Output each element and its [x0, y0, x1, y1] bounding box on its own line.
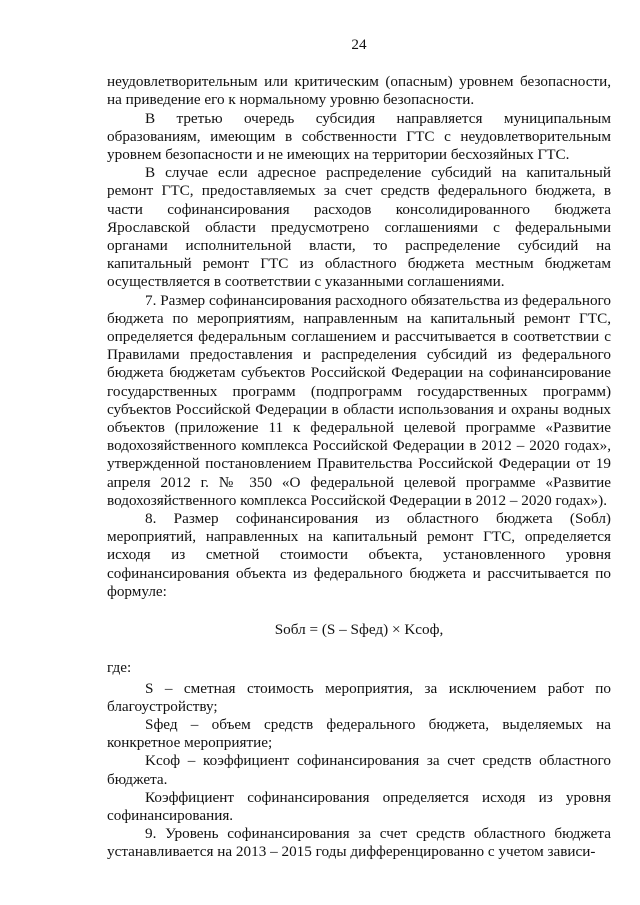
page-number: 24	[351, 36, 367, 53]
paragraph-third-priority: В третью очередь субсидия направляется муниципальным образованиям, имеющим в собственности ГТС с неудовлетворительным уровнем безопасности и не имеющих на территории бесхозяйных ГТС.	[107, 109, 611, 164]
definition-sfed: Sфед – объем средств федерального бюджета, выделяемых на конкретное мероприятие;	[107, 715, 611, 752]
paragraph-item-7: 7. Размер софинансирования расходного обязательства из федерального бюджета по мероприятиям, направленным на капитальный ремонт ГТС, определяется федеральным соглашением и рассчитывается в соответствии с Правилами предоставления и распределения субсидий из федерального бюджета бюджетам субъектов Российской Федерации на софинансирование государственных программ (подпрограмм государственных программ) субъектов Российской Федерации в области использования и охраны водных объектов (приложение 11 к федеральной целевой программе «Развитие водохозяйственного комплекса Российской Федерации в 2012 – 2020 годах», утвержденной постановлением Правительства Российской Федерации от 19 апреля 2012 г. № 350 «О федеральной целевой программе «Развитие водохозяйственного комплекса Российской Федерации в 2012 – 2020 годах»).	[107, 291, 611, 509]
definition-ksof: Kсоф – коэффициент софинансирования за счет средств областного бюджета.	[107, 752, 611, 788]
formula: Sобл = (S – Sфед) × Kсоф,	[274, 621, 444, 639]
paragraph-continuation: неудовлетворительным или критическим (опасным) уровнем безопасности, на приведение его к нормальному уровню безопасности.	[107, 73, 611, 109]
paragraph-coefficient: Коэффициент софинансирования определяется исходя из уровня софинансирования.	[107, 788, 611, 824]
paragraph-item-9: 9. Уровень софинансирования за счет средств областного бюджета устанавливается на 2013 – 2015 годы дифференцированно с учетом зависи-	[107, 825, 611, 861]
document-page	[107, 36, 611, 862]
where-label: где:	[107, 659, 132, 677]
paragraph-address-distribution: В случае если адресное распределение субсидий на капитальный ремонт ГТС, предоставляемых за счет средств федерального бюджета, в части софинансирования расходов консолидированного бюджета Ярославской области предусмотрено соглашениями с федеральными органами исполнительной власти, то распределение субсидий на капитальный ремонт ГТС из областного бюджета местным бюджетам осуществляется в соответствии с указанными соглашениями.	[107, 164, 611, 291]
paragraph-item-8: 8. Размер софинансирования из областного бюджета (Sобл) мероприятий, направленных на капитальный ремонт ГТС, определяется исходя из сметной стоимости объекта, установленного уровня софинансирования объекта из федерального бюджета и рассчитывается по формуле:	[107, 510, 611, 600]
definition-s: S – сметная стоимость мероприятия, за исключением работ по благоустройству;	[107, 679, 611, 715]
